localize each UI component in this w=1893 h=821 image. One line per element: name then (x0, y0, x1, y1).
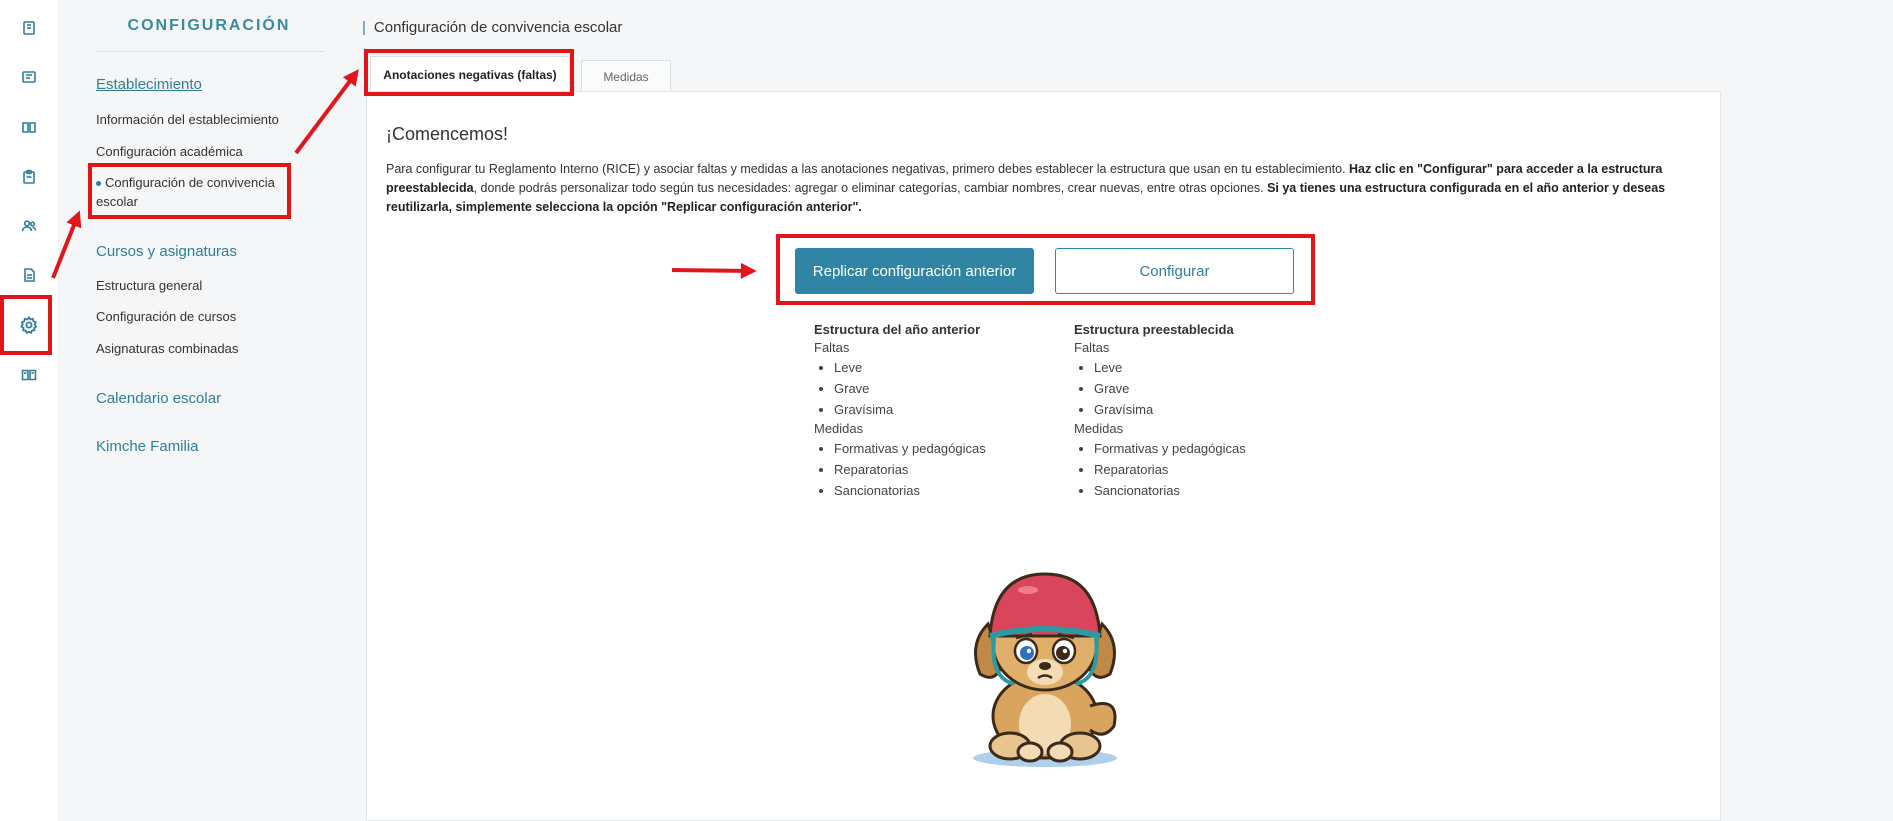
intro-text-4: Si ya tienes una estructura configurada en el año anterior y deseas reutilizarla, simplemente selecciona la opción "Replicar configuración anterior". (386, 181, 1666, 214)
faltas-label: Faltas (814, 340, 850, 355)
intro-text-1: Para configurar tu Reglamento Interno (RICE) y asociar faltas y medidas a las anotaciones negativas, primero debes establecer la estructura que usan en tu establecimiento. (386, 162, 1350, 176)
sidebar-section-calendario[interactable]: Calendario escolar (96, 390, 222, 407)
notebook-icon[interactable] (18, 17, 40, 39)
icon-rail (0, 0, 58, 821)
list-item: • Gravísima (1094, 399, 1314, 420)
list-item: • Gravísima (834, 399, 1054, 420)
sidebar-item-convivencia-line1: Configuración de convivencia (105, 175, 275, 190)
gear-icon[interactable] (18, 314, 40, 336)
medidas-label: Medidas (1074, 421, 1124, 436)
intro-text-3: , donde podrás personalizar todo según tus necesidades: agregar o eliminar categorías, cambiar nombres, crear nuevas, entre otras opciones. (473, 181, 1268, 195)
sidebar-item-informacion[interactable]: Información del establecimiento (96, 112, 279, 127)
structure-title: Estructura preestablecida (1074, 322, 1234, 337)
list-item: • Sancionatorias (1094, 480, 1314, 501)
sidebar-item-estructura-general[interactable]: Estructura general (96, 278, 203, 293)
sidebar-section-kimche-familia[interactable]: Kimche Familia (96, 438, 199, 455)
list-item: • Leve (1094, 357, 1314, 378)
sidebar-item-asignaturas-combinadas[interactable]: Asignaturas combinadas (96, 341, 239, 356)
page-title: Configuración de convivencia escolar (373, 19, 623, 36)
medidas-list (814, 438, 1054, 501)
users-icon[interactable] (18, 215, 40, 237)
sidebar-item-academica[interactable]: Configuración académica (96, 144, 243, 159)
puppy-mascot-illustration (950, 556, 1140, 771)
sidebar-section-cursos[interactable]: Cursos y asignaturas (96, 243, 237, 260)
list-item: • Reparatorias (1094, 459, 1314, 480)
list-item: • Grave (834, 378, 1054, 399)
replicate-config-button[interactable]: Replicar configuración anterior (795, 248, 1034, 294)
breadcrumb (362, 19, 622, 36)
structure-previous-year (814, 321, 1054, 501)
structure-preset (1074, 321, 1314, 501)
list-item: • Grave (1094, 378, 1314, 399)
document-icon[interactable] (18, 264, 40, 286)
sidebar-item-configuracion-cursos[interactable]: Configuración de cursos (96, 309, 237, 324)
intro-paragraph (386, 160, 1686, 217)
intro-text-2: Haz clic en "Configurar" para acceder a la estructura preestablecida (386, 162, 1663, 195)
list-item: • Sancionatorias (834, 480, 1054, 501)
content-heading: ¡Comencemos! (386, 124, 509, 144)
medidas-label: Medidas (814, 421, 864, 436)
list-item: • Leve (834, 357, 1054, 378)
tab-medidas[interactable]: Medidas (581, 60, 671, 93)
faltas-label: Faltas (1074, 340, 1110, 355)
breadcrumb-separator: | (362, 19, 366, 36)
list-item: • Formativas y pedagógicas (1094, 438, 1314, 459)
id-card-icon[interactable] (18, 66, 40, 88)
sidebar-item-convivencia[interactable] (96, 173, 276, 211)
tab-anotaciones-negativas[interactable]: Anotaciones negativas (faltas) (370, 56, 570, 93)
sidebar-section-establecimiento[interactable]: Establecimiento (96, 76, 202, 93)
clipboard-icon[interactable] (18, 166, 40, 188)
list-item: • Formativas y pedagógicas (834, 438, 1054, 459)
sidebar-divider (96, 51, 324, 52)
open-book-icon[interactable] (18, 364, 40, 386)
book-icon[interactable] (18, 116, 40, 138)
sidebar-item-convivencia-line2: escolar (96, 194, 138, 209)
sidebar-title: CONFIGURACIÓN (127, 17, 291, 34)
configure-button[interactable]: Configurar (1055, 248, 1294, 294)
medidas-list (1074, 438, 1314, 501)
list-item: • Reparatorias (834, 459, 1054, 480)
structure-title: Estructura del año anterior (814, 322, 981, 337)
faltas-list (1074, 357, 1314, 420)
faltas-list (814, 357, 1054, 420)
active-indicator-dot (96, 181, 101, 186)
